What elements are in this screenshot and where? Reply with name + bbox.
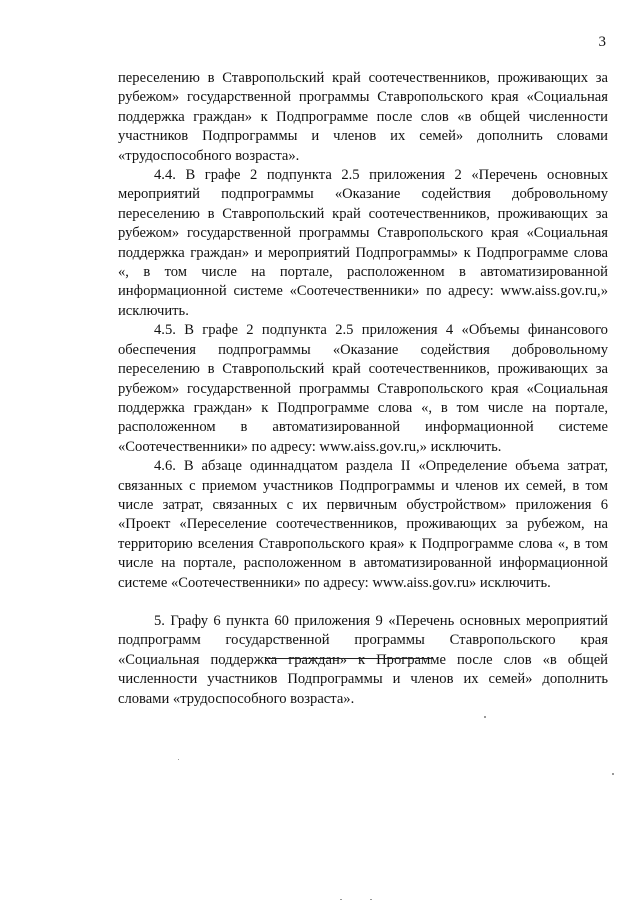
paragraph-text: Графу 6 пункта 60 приложения 9 «Перечень основных мероприятий подпрограмм государственной программы Ставропольского края «Социальная поддержка граждан» к Программе после слов «в общей численности участников Подпрограммы и членов их семей» дополнить словами «трудоспособного возраста». (118, 612, 608, 707)
end-divider-line (265, 658, 433, 659)
scan-speck (178, 759, 179, 760)
paragraph-4-4 (118, 166, 608, 321)
paragraph-label: 4.6. (154, 458, 176, 475)
paragraph-text: В абзаце одиннадцатом раздела II «Определение объема затрат, связанных с приемом участников Подпрограммы и членов их семей, в том числе затрат, связанных с их первичным обустройством» приложения 6 «Проект «Переселение соотечественников, проживающих за рубежом, на территорию вселения Ставропольского края» к Подпрограмме слова «, в том числе на портале, расположенном в автоматизированной информационной системе «Соотечественники» по адресу: www.aiss.gov.ru» исключить. (118, 458, 608, 591)
paragraph-label: 4.4. (154, 167, 176, 184)
document-body (118, 69, 608, 709)
scan-speck (370, 899, 372, 900)
paragraph-text: В графе 2 подпункта 2.5 приложения 4 «Объемы финансового обеспечения подпрограммы «Оказание содействия добровольному переселению в Ставропольский край соотечественников, проживающих за рубежом» государственной программы Ставропольского края «Социальная поддержка граждан» к Подпрограмме слова «, в том числе на портале, расположенном в автоматизированной информационной системе «Соотечественники» по адресу: www.aiss.gov.ru,» исключить. (118, 322, 608, 455)
paragraph-label: 5. (154, 612, 165, 629)
paragraph-label: 4.5. (154, 322, 176, 339)
scan-speck (484, 716, 486, 718)
paragraph-4-6 (118, 457, 608, 593)
continuation-paragraph: переселению в Ставропольский край соотечественников, проживающих за рубежом» государственной программы Ставропольского края «Социальная поддержка граждан» к Подпрограмме после слов «в общей численности участников Подпрограммы и членов их семей» дополнить словами «трудоспособного возраста». (118, 70, 608, 164)
paragraph-4-5 (118, 321, 608, 457)
scan-speck (612, 773, 614, 775)
scan-speck (340, 899, 342, 900)
paragraph-text: В графе 2 подпункта 2.5 приложения 2 «Перечень основных мероприятий подпрограммы «Оказание содействия добровольному переселению в Ставропольский край соотечественников, проживающих за рубежом» государственной программы Ставропольского края «Социальная поддержка граждан» и мероприятий Подпрограммы» к Подпрограмме слова «, в том числе на портале, расположенном в автоматизированной информационной системе «Соотечественники» по адресу: www.aiss.gov.ru,» исключить. (118, 167, 608, 319)
page-number: 3 (598, 34, 606, 50)
paragraph-5 (118, 612, 608, 709)
